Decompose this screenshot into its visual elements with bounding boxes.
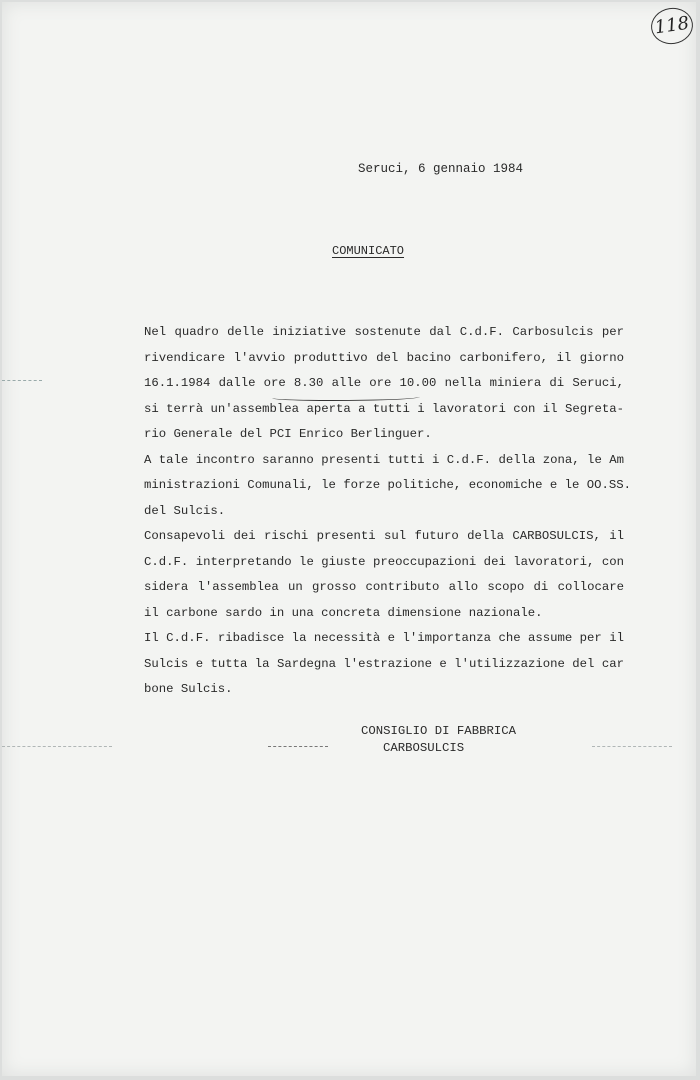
document-body [144, 320, 632, 703]
body-line: del Sulcis. [144, 503, 226, 518]
place-date: Seruci, 6 gennaio 1984 [358, 162, 524, 176]
body-line: si terrà un'assemblea aperta a tutti i lavoratori con il Segreta- [144, 401, 624, 416]
body-line: bone Sulcis. [144, 682, 233, 696]
body-line: sidera l'assemblea un grosso contributo allo scopo di collocare [144, 580, 624, 594]
signature-line-1: CONSIGLIO DI FABBRICA [361, 724, 516, 738]
body-line: Il C.d.F. ribadisce la necessità e l'importanza che assume per il [144, 631, 624, 645]
body-line: ministrazioni Comunali, le forze politiche, economiche e le OO.SS. [144, 478, 632, 492]
signature-block [361, 723, 516, 757]
scan-mark [592, 746, 672, 747]
body-line: 16.1.1984 dalle ore 8.30 alle ore 10.00 nella miniera di Seruci, [144, 376, 624, 390]
handwritten-page-number: 118 [649, 5, 696, 46]
body-line: A tale incontro saranno presenti tutti i C.d.F. della zona, le Am [144, 452, 624, 467]
signature-line-2: CARBOSULCIS [383, 741, 465, 755]
body-line: il carbone sardo in una concreta dimensione nazionale. [144, 605, 543, 620]
scan-mark [2, 746, 112, 747]
document-title: COMUNICATO [332, 244, 405, 258]
body-line: Sulcis e tutta la Sardegna l'estrazione e l'utilizzazione del car [144, 656, 624, 671]
body-line: Nel quadro delle iniziative sostenute dal C.d.F. Carbosulcis per [144, 325, 624, 339]
scan-mark [2, 380, 42, 381]
body-line: rio Generale del PCI Enrico Berlinguer. [144, 427, 432, 441]
scan-mark [268, 746, 328, 747]
body-line: C.d.F. interpretando le giuste preoccupazioni dei lavoratori, con [144, 554, 624, 569]
document-page [2, 2, 696, 1076]
body-line: rivendicare l'avvio produttivo del bacino carbonifero, il giorno [144, 350, 624, 365]
body-line: Consapevoli dei rischi presenti sul futuro della CARBOSULCIS, il [144, 529, 624, 543]
